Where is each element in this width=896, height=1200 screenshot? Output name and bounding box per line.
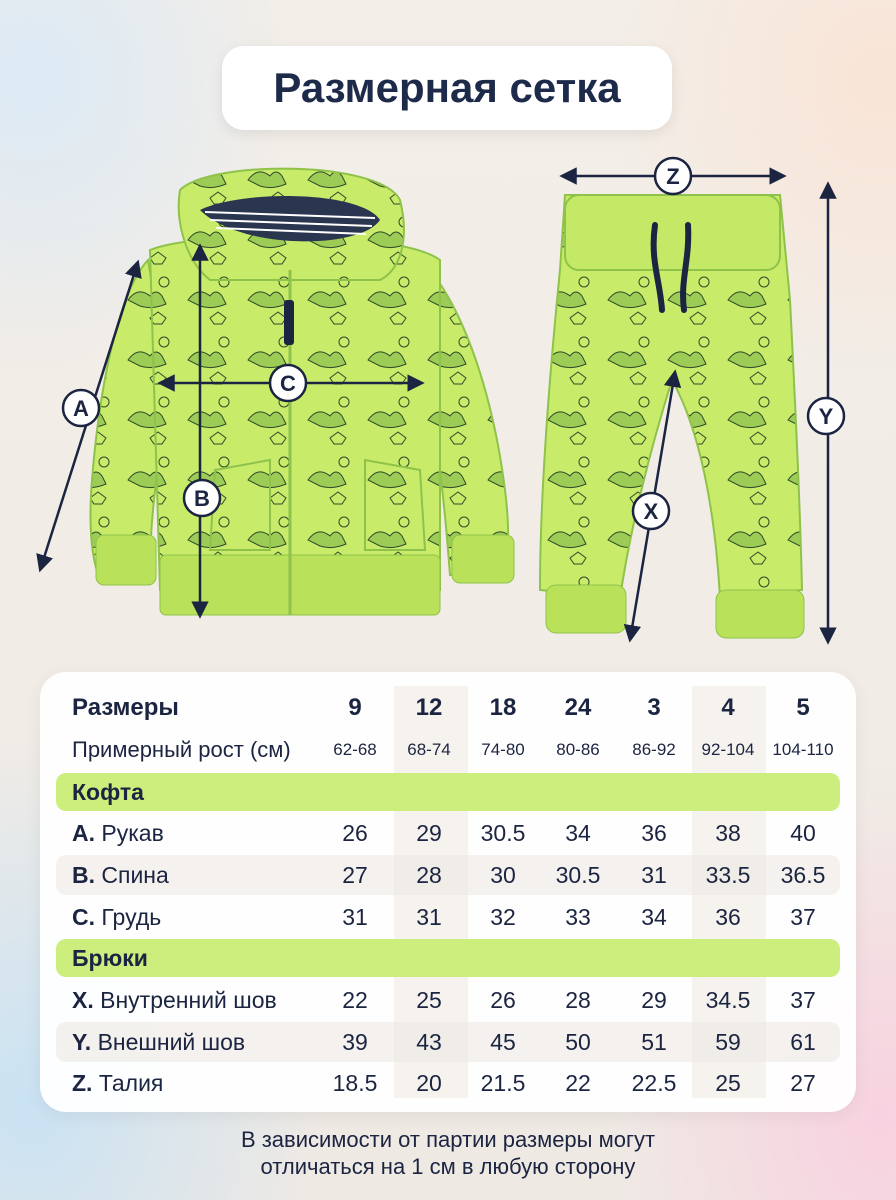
value-cell: 26 <box>490 986 516 1013</box>
table-row <box>40 897 856 937</box>
table-row <box>40 1022 856 1062</box>
value-cell: 29 <box>641 986 667 1013</box>
value-cell: 27 <box>790 1069 816 1096</box>
value-cell: 30.5 <box>555 861 601 888</box>
value-cell: 28 <box>565 986 591 1013</box>
value-cell: 37 <box>790 986 816 1013</box>
value-cell: 39 <box>342 1028 368 1055</box>
page-title: Размерная сетка <box>222 46 672 130</box>
value-cell: 29 <box>416 819 442 846</box>
size-cell: 9 <box>348 694 362 721</box>
value-cell: 33.5 <box>705 861 751 888</box>
row-letter: X. <box>72 986 94 1013</box>
value-cell: 22 <box>342 986 368 1013</box>
row-letter: Y. <box>72 1028 92 1055</box>
value-cell: 34 <box>641 903 667 930</box>
value-cell: 27 <box>342 861 368 888</box>
table-row <box>40 1063 856 1103</box>
value-cell: 34 <box>565 819 591 846</box>
value-cell: 31 <box>342 903 368 930</box>
value-cell: 51 <box>641 1028 667 1055</box>
value-cell: 20 <box>416 1069 442 1096</box>
svg-text:B: B <box>194 486 210 511</box>
svg-text:Y: Y <box>818 404 834 429</box>
section-pants: Брюки <box>56 939 840 977</box>
footnote <box>0 1126 896 1180</box>
pants-illustration <box>540 195 804 638</box>
value-cell: 26 <box>342 819 368 846</box>
footnote-line-2: отличаться на 1 см в любую сторону <box>260 1154 636 1179</box>
table-row <box>40 813 856 853</box>
size-cell: 18 <box>489 694 517 721</box>
value-cell: 22 <box>565 1069 591 1096</box>
value-cell: 30.5 <box>480 819 526 846</box>
badge-b <box>184 480 220 516</box>
svg-text:X: X <box>643 499 659 524</box>
value-cell: 59 <box>715 1028 741 1055</box>
row-name: Внутренний шов <box>100 986 277 1013</box>
size-cell: 24 <box>564 694 592 721</box>
svg-text:Z: Z <box>666 164 680 189</box>
value-cell: 36 <box>715 903 741 930</box>
row-letter: Z. <box>72 1069 93 1096</box>
value-cell: 31 <box>641 861 667 888</box>
value-cell: 31 <box>416 903 442 930</box>
value-cell: 45 <box>490 1028 516 1055</box>
height-cell: 68-74 <box>407 740 451 759</box>
row-name: Рукав <box>101 819 164 846</box>
value-cell: 22.5 <box>631 1069 677 1096</box>
size-table <box>40 672 856 1112</box>
height-cell: 74-80 <box>481 740 525 759</box>
size-cell: 3 <box>647 694 661 721</box>
value-cell: 25 <box>416 986 442 1013</box>
value-cell: 43 <box>416 1028 442 1055</box>
height-cell: 62-68 <box>333 740 377 759</box>
value-cell: 36.5 <box>780 861 826 888</box>
value-cell: 61 <box>790 1028 816 1055</box>
svg-text:C: C <box>280 371 296 396</box>
badge-c <box>270 365 306 401</box>
value-cell: 36 <box>641 819 667 846</box>
section-jacket: Кофта <box>56 773 840 811</box>
badge-y <box>808 398 844 434</box>
value-cell: 33 <box>565 903 591 930</box>
sizes-header-row <box>40 688 856 728</box>
row-letter: C. <box>72 903 95 930</box>
size-cell: 12 <box>415 694 443 721</box>
row-name: Внешний шов <box>97 1028 246 1055</box>
table-row <box>40 980 856 1020</box>
badge-z <box>655 158 691 194</box>
row-name: Талия <box>98 1069 164 1096</box>
row-letter: A. <box>72 819 95 846</box>
value-cell: 18.5 <box>332 1069 378 1096</box>
value-cell: 21.5 <box>480 1069 526 1096</box>
table-row <box>40 855 856 895</box>
height-cell: 80-86 <box>556 740 600 759</box>
heights-label: Примерный рост (см) <box>72 737 291 762</box>
value-cell: 50 <box>565 1028 591 1055</box>
value-cell: 37 <box>790 903 816 930</box>
height-cell: 86-92 <box>632 740 676 759</box>
svg-text:A: A <box>73 396 89 421</box>
height-cell: 92-104 <box>701 740 755 759</box>
badge-a <box>63 390 99 426</box>
height-cell: 104-110 <box>772 740 834 759</box>
size-cell: 5 <box>796 694 810 721</box>
garment-illustration <box>0 150 896 650</box>
footnote-line-1: В зависимости от партии размеры могут <box>240 1127 656 1152</box>
row-name: Грудь <box>101 903 162 930</box>
sizes-header-label: Размеры <box>72 694 179 721</box>
value-cell: 38 <box>715 819 741 846</box>
value-cell: 30 <box>490 861 516 888</box>
value-cell: 40 <box>790 819 816 846</box>
row-name: Спина <box>101 861 169 888</box>
value-cell: 32 <box>490 903 516 930</box>
heights-row <box>40 730 856 770</box>
value-cell: 25 <box>715 1069 741 1096</box>
size-cell: 4 <box>721 694 735 721</box>
value-cell: 34.5 <box>705 986 751 1013</box>
value-cell: 28 <box>416 861 442 888</box>
row-letter: B. <box>72 861 95 888</box>
badge-x <box>633 493 669 529</box>
